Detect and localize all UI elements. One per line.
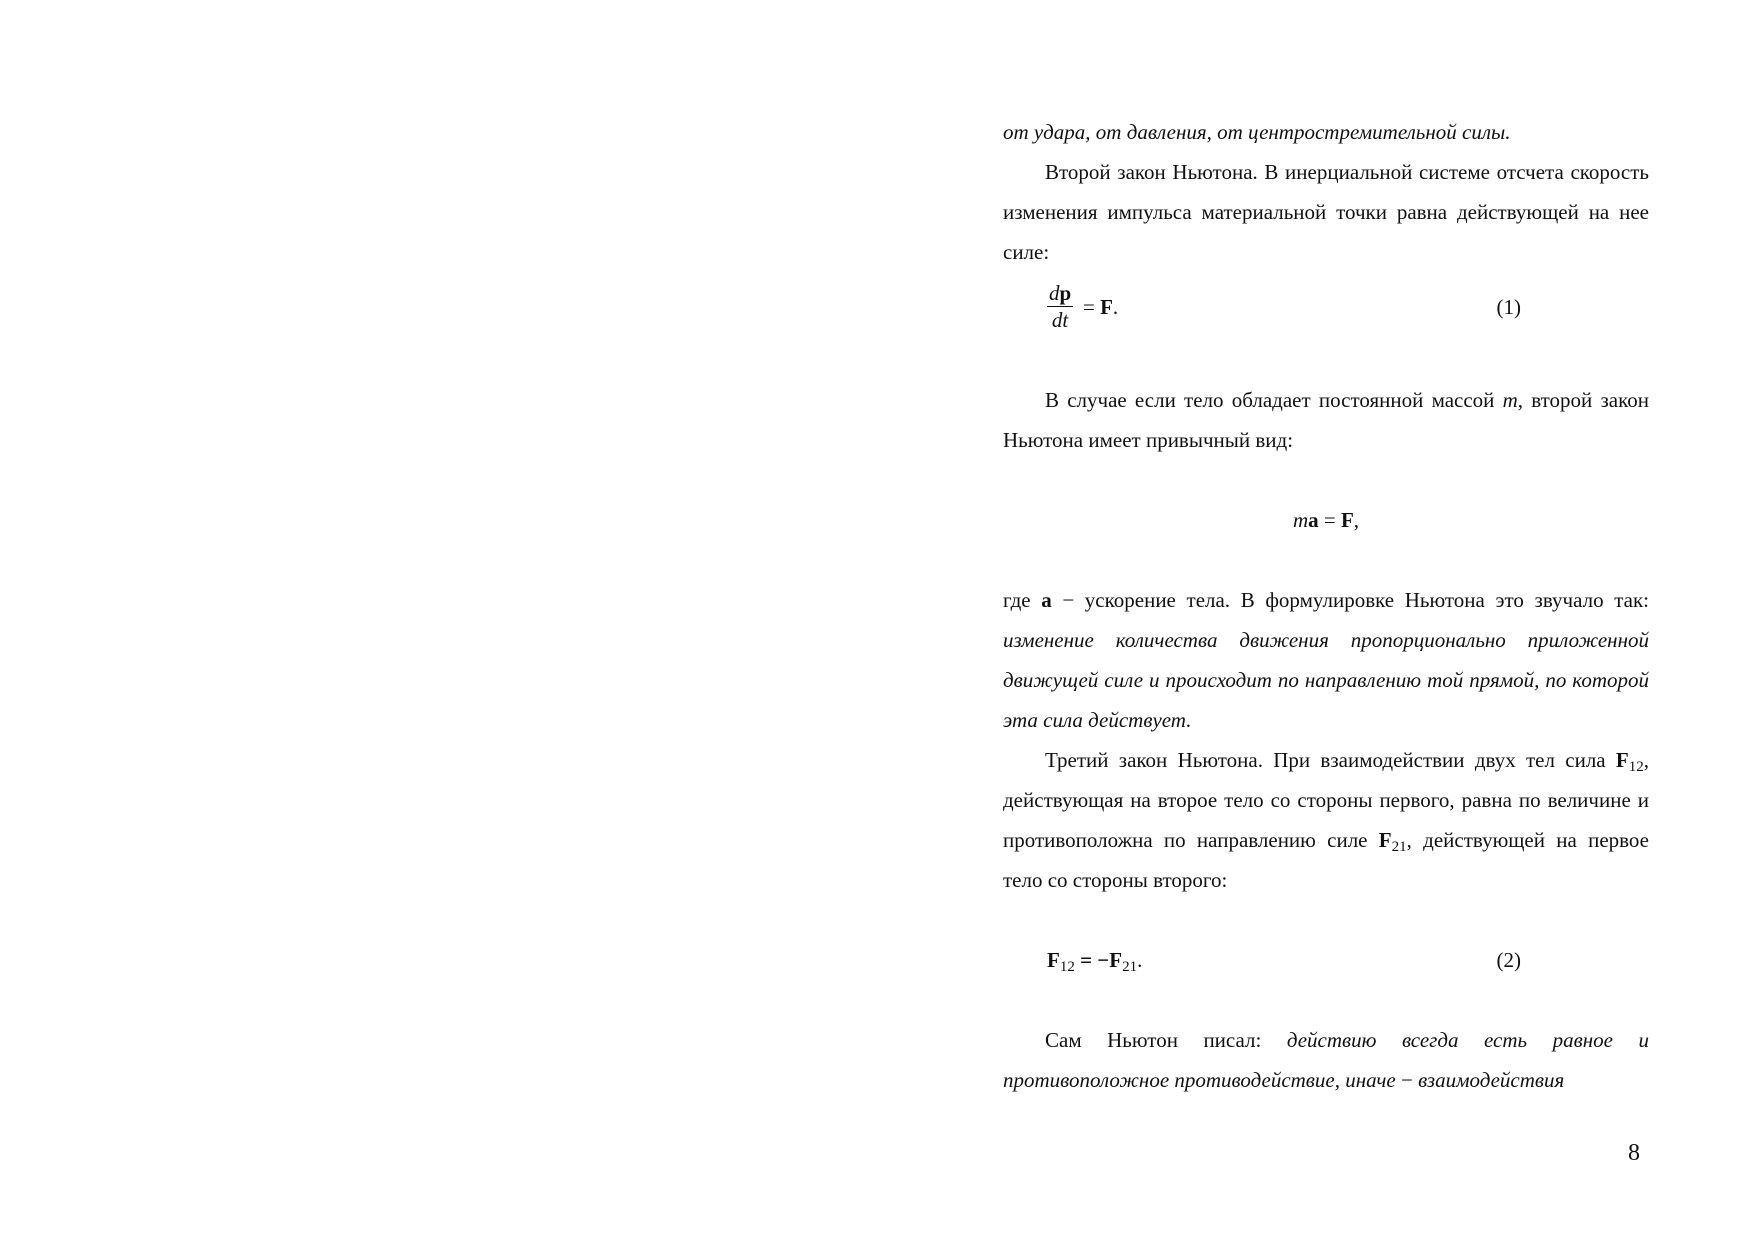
force-symbol: F (1340, 508, 1354, 532)
text-column (1003, 112, 1649, 1100)
equation-2 (1003, 940, 1649, 980)
text-span: где (1003, 588, 1042, 612)
paragraph-second-law: Второй закон Ньютона. В инерциальной системе отсчета скорость изменения импульса материальной точки равна действующей на нее силе: (1003, 160, 1649, 264)
acceleration-symbol: a (1041, 588, 1052, 612)
spacer (1003, 900, 1649, 940)
spacer (1003, 460, 1649, 500)
spacer (1003, 540, 1649, 580)
period: . (1137, 948, 1143, 972)
quote-part: действию всегда есть равное и противоположное противодействие, иначе (1003, 1028, 1649, 1092)
equation-2-body (1047, 940, 1142, 980)
paragraph-acceleration (1003, 580, 1649, 740)
subscript: 12 (1628, 759, 1644, 775)
force-symbol: F (1109, 948, 1123, 972)
period: . (1112, 295, 1119, 319)
subscript: 21 (1391, 839, 1407, 855)
text-span: − ускорение тела. В формулировке Ньютона это звучало так: (1051, 588, 1649, 612)
equation-2-number: (2) (1496, 948, 1521, 972)
force-symbol: F (1047, 948, 1060, 972)
subscript: 12 (1059, 959, 1075, 975)
text-span: Сам Ньютон писал: (1045, 1028, 1287, 1052)
text-span: , действующей на первое тело со стороны второго: (1003, 828, 1650, 892)
page-number: 8 (1628, 1140, 1640, 1166)
fraction-numerator (1047, 280, 1073, 307)
fraction-denominator: dt (1051, 308, 1069, 332)
equation-1-number: (1) (1496, 295, 1521, 319)
spacer (1003, 980, 1649, 1020)
mass-symbol: m (1502, 388, 1518, 412)
text-span: Третий закон Ньютона. При взаимодействии двух тел сила (1045, 748, 1616, 772)
force-symbol: F (1100, 295, 1113, 319)
fraction-dp-dt (1047, 280, 1073, 333)
num-p: p (1059, 281, 1072, 305)
newton-quote: изменение количества движения пропорционально приложенной движущей силе и происходит по направлению той прямой, по которой эта сила действует. (1003, 628, 1649, 732)
paragraph-third-law (1003, 740, 1649, 900)
equals-minus: = − (1074, 948, 1110, 972)
paragraph-newton-wrote (1003, 1020, 1649, 1100)
subscript: 21 (1122, 959, 1138, 975)
text-span: , действующая на второе тело со стороны первого, равна по величине и противоположна по направлению силе (1003, 748, 1649, 852)
comma: , (1353, 508, 1360, 532)
num-d: d (1049, 281, 1060, 305)
dash: − (1400, 1068, 1413, 1092)
quote-part: взаимодействия (1412, 1068, 1565, 1092)
paragraph-constant-mass (1003, 380, 1649, 460)
equation-ma (1003, 500, 1649, 540)
equals-sign: = (1318, 508, 1341, 532)
text-span: , второй закон Ньютона имеет привычный вид: (1003, 388, 1649, 452)
equation-1 (1003, 280, 1649, 340)
equals-sign: = (1083, 295, 1101, 319)
force-symbol: F (1378, 828, 1392, 852)
mass-symbol: m (1292, 508, 1309, 532)
force-symbol: F (1615, 748, 1629, 772)
equation-1-rhs (1083, 294, 1118, 320)
spacer (1003, 340, 1649, 380)
text-span: В случае если тело обладает постоянной массой (1045, 388, 1503, 412)
paragraph-continuation: от удара, от давления, от центростремительной силы. (1003, 120, 1511, 144)
acceleration-symbol: a (1308, 508, 1319, 532)
